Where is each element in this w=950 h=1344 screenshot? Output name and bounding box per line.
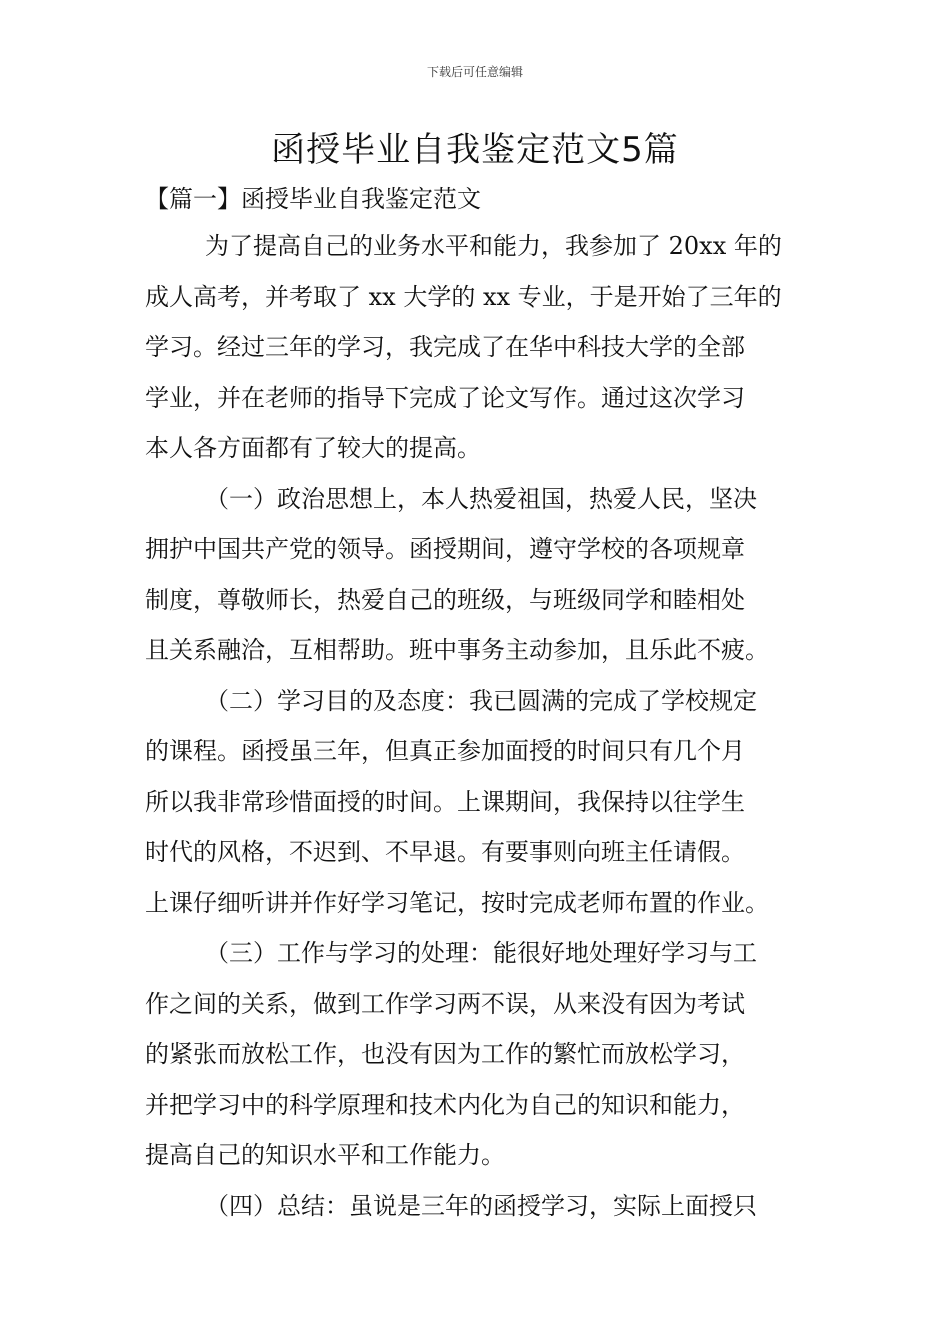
paragraph-line: 本人各方面都有了较大的提高。 <box>145 434 481 462</box>
paragraph-line: 的紧张而放松工作，也没有因为工作的繁忙而放松学习， <box>145 1040 745 1068</box>
paragraph-line: 学习。经过三年的学习，我完成了在华中科技大学的全部 <box>145 333 745 361</box>
paragraph-line: 制度，尊敬师长，热爱自己的班级，与班级同学和睦相处 <box>145 585 745 614</box>
document-title: 函授毕业自我鉴定范文5篇 <box>271 130 679 170</box>
paragraph-3 <box>145 676 807 929</box>
paragraph-line: 时代的风格，不迟到、不早退。有要事则向班主任请假。 <box>145 838 745 866</box>
paragraph-line: 的课程。函授虽三年，但真正参加面授的时间只有几个月 <box>145 737 745 765</box>
paragraph-line: （二）学习目的及态度：我已圆满的完成了学校规定 <box>205 686 757 715</box>
paragraph-4 <box>145 928 807 1181</box>
paragraph-line: 且关系融洽，互相帮助。班中事务主动参加，且乐此不疲。 <box>145 636 769 664</box>
paragraph-line: 拥护中国共产党的领导。函授期间，遵守学校的各项规章 <box>145 535 745 563</box>
paragraph-line: （四）总结：虽说是三年的函授学习，实际上面授只 <box>205 1191 757 1220</box>
paragraph-1 <box>145 221 807 474</box>
paragraph-line: 所以我非常珍惜面授的时间。上课期间，我保持以往学生 <box>145 787 745 816</box>
paragraph-line: 提高自己的知识水平和工作能力。 <box>145 1141 505 1169</box>
paragraph-line: 为了提高自己的业务水平和能力，我参加了 20xx 年的 <box>205 232 782 260</box>
section-heading: 【篇一】函授毕业自我鉴定范文 <box>145 185 481 213</box>
paragraph-2 <box>145 474 807 676</box>
paragraph-line: （三）工作与学习的处理：能很好地处理好学习与工 <box>205 939 757 967</box>
paragraph-line: 作之间的关系，做到工作学习两不误，从来没有因为考试 <box>145 989 745 1018</box>
paragraph-line: （一）政治思想上，本人热爱祖国，热爱人民，坚决 <box>205 484 757 513</box>
paragraph-line: 并把学习中的科学原理和技术内化为自己的知识和能力， <box>145 1090 745 1119</box>
paragraph-line: 上课仔细听讲并作好学习笔记，按时完成老师布置的作业。 <box>145 888 769 917</box>
document-body <box>145 177 807 1231</box>
paragraph-line: 成人高考，并考取了 xx 大学的 xx 专业，于是开始了三年的 <box>145 282 782 311</box>
paragraph-5 <box>145 1181 807 1232</box>
paragraph-line: 学业，并在老师的指导下完成了论文写作。通过这次学习 <box>145 383 745 412</box>
page-header-note: 下载后可任意编辑 <box>426 65 523 79</box>
